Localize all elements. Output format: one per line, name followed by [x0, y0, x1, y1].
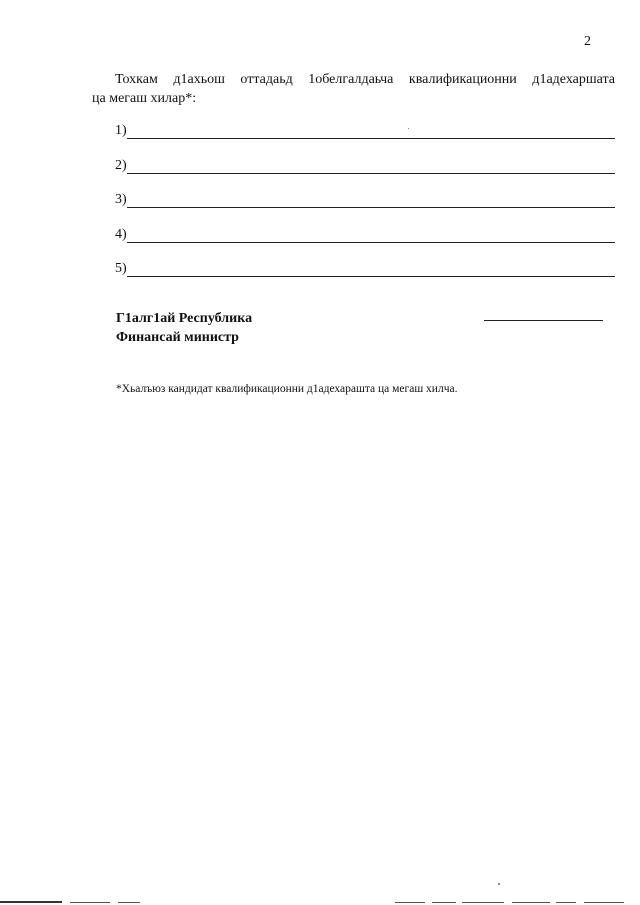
list-item	[115, 122, 615, 139]
intro-line-2: ца мегаш хилар*:	[92, 91, 197, 106]
fill-in-line	[127, 194, 615, 208]
scan-speck	[498, 883, 500, 885]
page-number: 2	[584, 34, 591, 49]
scan-speck	[408, 128, 409, 129]
footnote: *Хьалъюз кандидат квалификационни д1адехарашта ца мегаш хилча.	[116, 383, 458, 395]
signature-title-line-2: Финансай министр	[116, 330, 239, 345]
scan-edge-artifact	[0, 900, 640, 903]
signature-title-line-1: Г1алг1ай Республика	[116, 311, 253, 326]
list-item-number: 5)	[115, 261, 127, 276]
list-item-number: 3)	[115, 192, 127, 207]
list-item	[115, 157, 615, 174]
fill-in-line	[127, 160, 615, 174]
fill-in-line	[127, 125, 615, 139]
fill-in-line	[127, 263, 615, 277]
signature-block	[116, 309, 252, 347]
intro-line-1: Тохкам д1ахьош оттадаьд 1обелгалдаьча квалификационни д1адехаршата	[115, 72, 615, 87]
list-item	[115, 226, 615, 243]
signature-line	[484, 320, 603, 321]
list-item	[115, 191, 615, 208]
numbered-list	[115, 122, 615, 295]
list-item-number: 2)	[115, 157, 127, 173]
intro-paragraph	[92, 70, 615, 108]
list-item-number: 1)	[115, 123, 127, 138]
list-item-number: 4)	[115, 226, 127, 242]
list-item	[115, 260, 615, 277]
fill-in-line	[127, 229, 615, 243]
